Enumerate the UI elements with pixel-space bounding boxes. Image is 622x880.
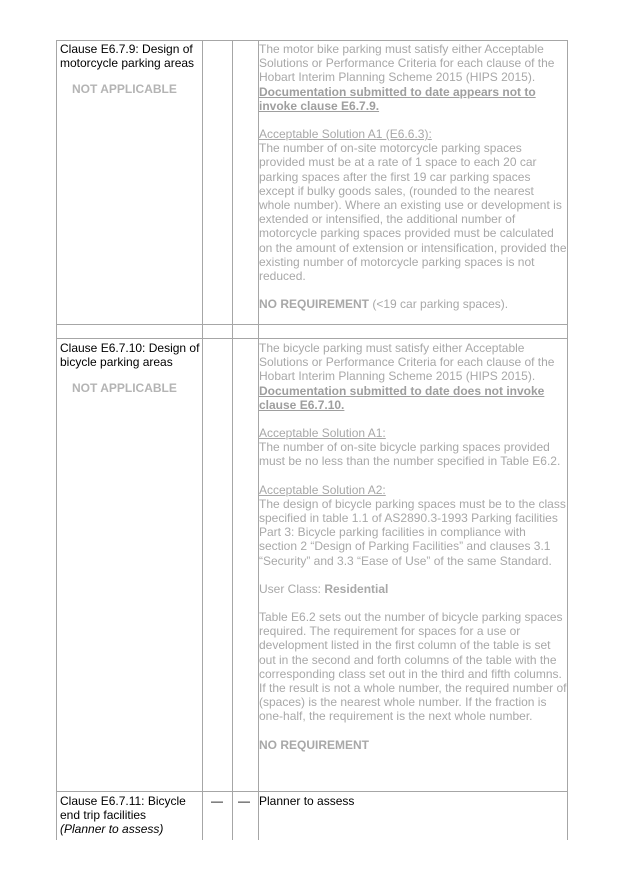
column-2-dash: — <box>211 794 223 808</box>
status-not-applicable: NOT APPLICABLE <box>72 381 177 396</box>
requirement-line <box>259 297 567 311</box>
column-divider-1 <box>202 40 203 840</box>
clause-cell-e6-7-9 <box>58 42 202 97</box>
user-class-value: Residential <box>324 581 389 596</box>
acceptable-solution-text: The number of on-site motorcycle parking spaces provided must be at a rate of 1 space to each 20 car parking spaces after the first 19 car parking spaces except if bulky goods sales, (rounded to the nearest whole number). Where an existing use or development is extended or intensified, the additional number of motorcycle parking spaces provided must be calculated on the amount of extension or intensification, provided the existing number of motorcycle parking spaces is not reduced. <box>259 141 567 284</box>
requirement-note: (<19 car parking spaces). <box>369 297 509 312</box>
intro-text: The motor bike parking must satisfy either Acceptable Solutions or Performance Criteria for each clause of the Hobart Interim Planning Scheme 2015 (HIPS 2015). <box>259 42 555 85</box>
column-divider-2 <box>232 40 233 840</box>
requirement-label: NO REQUIREMENT <box>259 737 370 752</box>
clause-note: (Planner to assess) <box>60 822 164 837</box>
acceptable-solution-a2-heading: Acceptable Solution A2: <box>259 482 386 497</box>
table-e6-2-text: Table E6.2 sets out the number of bicycle parking spaces required. The requirement for spaces for a use or development listed in the first column of the table is set out in the second and forth columns of the table with the corresponding class set out in the third and fifth columns. If the result is not a whole number, the required number of (spaces) is the nearest whole number. If the fraction is one-half, the requirement is the next whole number. <box>259 610 567 724</box>
row-divider-1 <box>56 324 568 325</box>
clause-title: Clause E6.7.11: Bicycle end trip facilities <box>60 794 186 823</box>
clause-cell-e6-7-11 <box>58 794 202 837</box>
requirement-label: NO REQUIREMENT <box>259 297 370 312</box>
acceptable-solution-a2-text: The design of bicycle parking spaces must be to the class specified in table 1.1 of AS2890.3-1993 Parking facilities Part 3: Bicycle parking facilities in compliance with section 2 “Design of Parking Facilities” and clauses 3.1 “Security” and 3.3 “Ease of Use” of the same Standard. <box>259 496 566 568</box>
user-class-line <box>259 582 567 596</box>
acceptable-solution-heading: Acceptable Solution A1 (E6.6.3): <box>259 127 432 142</box>
row-divider-top <box>56 40 568 41</box>
column-3-dash: — <box>238 794 250 808</box>
clause-title: Clause E6.7.10: Design of bicycle parking areas <box>60 341 200 370</box>
assessment-text: Planner to assess <box>259 794 355 808</box>
acceptable-solution-a1-text: The number of on-site bicycle parking spaces provided must be no less than the number specified in Table E6.2. <box>259 440 561 469</box>
assessment-cell-e6-7-11 <box>259 794 567 808</box>
requirement-cell-e6-7-9 <box>259 42 567 311</box>
user-class-label: User Class: <box>259 581 325 596</box>
acceptable-solution-a1-heading: Acceptable Solution A1: <box>259 426 386 441</box>
documentation-note: Documentation submitted to date appears not to invoke clause E6.7.9. <box>259 84 536 113</box>
documentation-note: Documentation submitted to date does not invoke clause E6.7.10. <box>259 383 545 412</box>
clause-cell-e6-7-10 <box>58 341 202 396</box>
row-divider-3 <box>56 791 568 792</box>
clause-title: Clause E6.7.9: Design of motorcycle parking areas <box>60 42 195 71</box>
intro-text: The bicycle parking must satisfy either Acceptable Solutions or Performance Criteria for each clause of the Hobart Interim Planning Scheme 2015 (HIPS 2015). <box>259 341 555 384</box>
requirement-cell-e6-7-10 <box>259 341 567 752</box>
status-not-applicable: NOT APPLICABLE <box>72 82 177 97</box>
row-divider-2 <box>56 338 568 339</box>
